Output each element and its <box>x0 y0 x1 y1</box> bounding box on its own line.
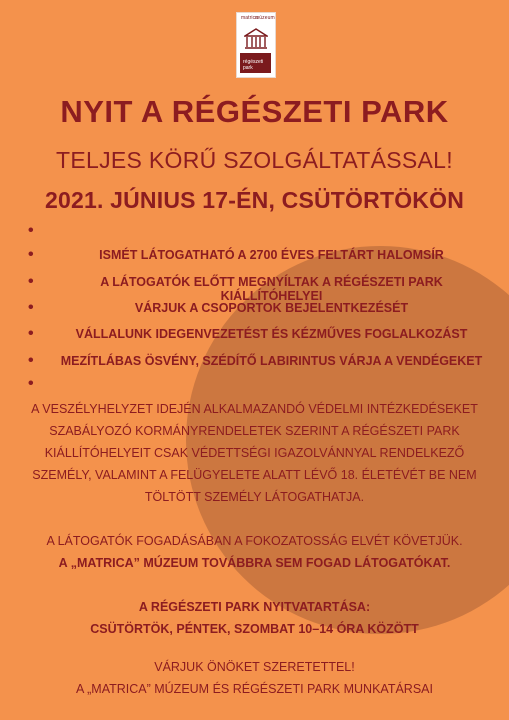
bullet-marker: • <box>28 246 34 263</box>
notice-line: TÖLTÖTT SZEMÉLY LÁTOGATHATJA. <box>144 490 365 504</box>
list-item: • A LÁTOGATÓK ELŐTT MEGNYÍLTAK A RÉGÉSZETI PARK KIÁLLÍTÓHELYEI <box>28 273 443 303</box>
bullet-marker: • <box>28 325 34 342</box>
museum-closed-line: A „MATRICA” MÚZEUM TOVÁBBRA SEM FOGAD LÁTOGATÓKAT. <box>58 556 451 570</box>
bullet-marker: • <box>28 273 34 290</box>
page-subtitle: TELJES KÖRŰ SZOLGÁLTATÁSSAL! <box>56 147 453 173</box>
list-item: • ISMÉT LÁTOGATHATÓ A 2700 ÉVES FELTÁRT HALOMSÍR <box>28 246 444 263</box>
hours-days: CSÜTÖRTÖK, PÉNTEK, SZOMBAT 10–14 ÓRA KÖZÖTT <box>90 622 419 636</box>
list-item: • VÁRJUK A CSOPORTOK BEJELENTKEZÉSÉT <box>28 299 409 316</box>
logo-text-park: régészeti park <box>243 59 264 71</box>
bullet-marker: • <box>28 352 34 369</box>
logo-text-matrica: matrica <box>241 15 259 21</box>
museum-logo <box>236 12 276 78</box>
opening-date: 2021. JÚNIUS 17-ÉN, CSÜTÖRTÖKÖN <box>44 187 465 213</box>
bullet-marker: • <box>28 299 34 316</box>
list-item: • MEZÍTLÁBAS ÖSVÉNY, SZÉDÍTŐ LABIRINTUS VÁRJA A VENDÉGEKET <box>28 352 483 369</box>
logo-band <box>240 53 271 73</box>
hours-title: A RÉGÉSZETI PARK NYITVATARTÁSA: <box>138 600 371 614</box>
gradual-line: A LÁTOGATÓK FOGADÁSÁBAN A FOKOZATOSSÁG ELVÉT KÖVETJÜK. <box>46 534 463 548</box>
notice-line: SZABÁLYOZÓ KORMÁNYRENDELETEK SZERINT A RÉGÉSZETI PARK <box>49 424 460 438</box>
bullet-marker: • <box>28 222 34 239</box>
bullet-marker: • <box>28 375 34 392</box>
logo-text-muzeum: múzeum <box>255 15 275 21</box>
list-item <box>0 222 509 248</box>
notice-line: SZEMÉLY, VALAMINT A FELÜGYELETE ALATT LÉVŐ 18. ÉLETÉVÉT BE NEM <box>32 468 477 482</box>
notice-line: KIÁLLÍTÓHELYEIT CSAK VÉDETTSÉGI IGAZOLVÁNNYAL RENDELKEZŐ <box>44 446 465 460</box>
opening-hours <box>20 596 489 640</box>
signature-line: A „MATRICA” MÚZEUM ÉS RÉGÉSZETI PARK MUNKATÁRSAI <box>76 682 433 696</box>
museum-building-icon <box>244 28 268 50</box>
list-item: • VÁLLALUNK IDEGENVEZETÉST ÉS KÉZMŰVES FOGLALKOZÁST <box>28 325 468 342</box>
gradual-opening-note <box>20 530 489 574</box>
regulation-notice <box>20 398 489 508</box>
notice-line: A VESZÉLYHELYZET IDEJÉN ALKALMAZANDÓ VÉDELMI INTÉZKEDÉSEKET <box>31 402 478 416</box>
closing-line: VÁRJUK ÖNÖKET SZERETETTEL! <box>154 660 355 674</box>
closing-message <box>20 656 489 700</box>
page-title: NYIT A RÉGÉSZETI PARK <box>60 94 449 129</box>
